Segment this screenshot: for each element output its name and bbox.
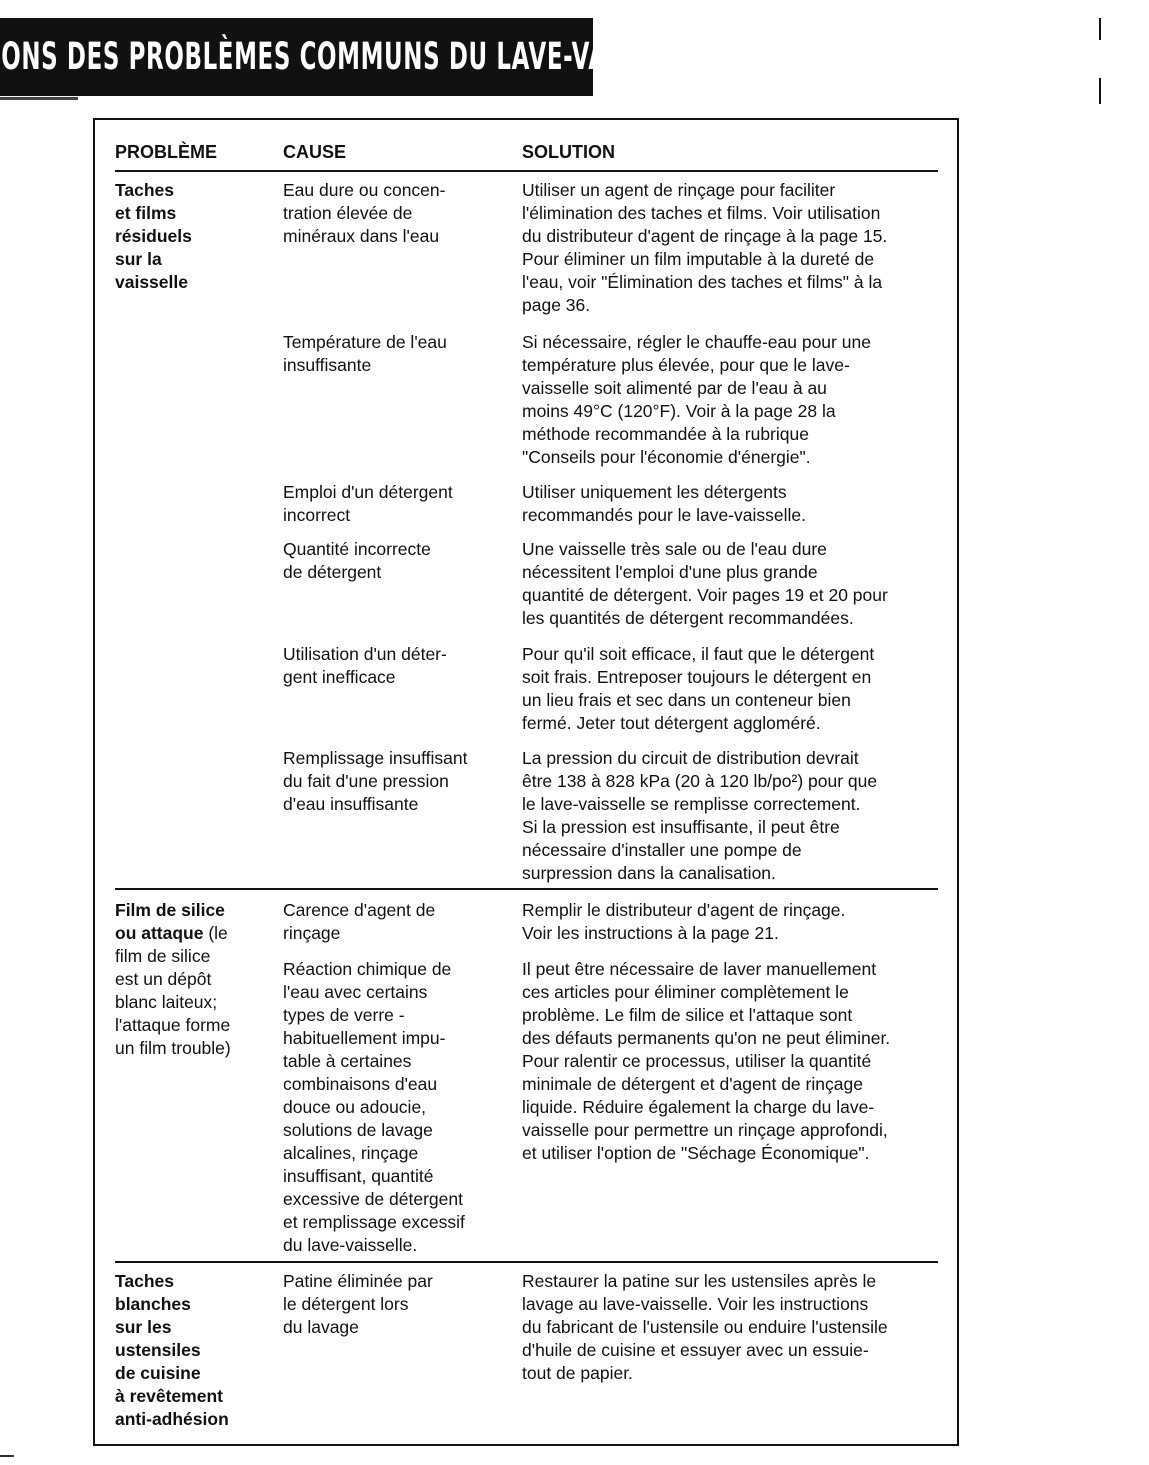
page-title: ONS DES PROBLÈMES COMMUNS DU LAVE-VAISSELLE — [1, 35, 713, 78]
cause-patina-removed: Patine éliminée par le détergent lors du lavage — [283, 1271, 433, 1337]
page-title-banner — [0, 18, 713, 96]
problem-label-spots-films: Taches et films résiduels sur la vaisselle — [115, 180, 192, 292]
header-solution: SOLUTION — [522, 142, 615, 162]
cause-ineffective-detergent: Utilisation d'un déter- gent inefficace — [283, 644, 447, 687]
solution-low-pressure: La pression du circuit de distribution devrait être 138 à 828 kPa (20 à 120 lb/po²) pour que le lave-vaisselle se remplisse correctement. Si la pression est insuffisante, il peut être nécessaire d'installer une pompe de surpression dans la canalisation. — [522, 748, 878, 883]
cause-low-pressure: Remplissage insuffisant du fait d'une pression d'eau insuffisante — [283, 748, 468, 814]
problem-label-silica-bold: Film de silice ou attaque — [115, 900, 225, 943]
row-rule-1 — [115, 888, 938, 890]
problem-label-silica-note: (le film de silice est un dépôt blanc laiteux; l'attaque forme un film trouble) — [115, 923, 231, 1058]
cause-wrong-detergent: Emploi d'un détergent incorrect — [283, 482, 453, 525]
cause-chemical-reaction: Réaction chimique de l'eau avec certains types de verre - habituellement impu- table à certaines combinaisons d'eau douce ou adoucie, solutions de lavage alcalines, rinçage insuffisant, quantité excessive de détergent et remplissage excessif du lave-vaisselle. — [283, 959, 465, 1255]
solution-hard-water: Utiliser un agent de rinçage pour faciliter l'élimination des taches et films. Voir utilisation du distributeur d'agent de rinçage à la page 15. Pour éliminer un film imputable à la dureté de l'eau, voir "Élimination des taches et films" à la page 36. — [522, 180, 888, 315]
header-probleme: PROBLÈME — [115, 142, 218, 162]
solution-rinse-agent-lack: Remplir le distributeur d'agent de rinçage. Voir les instructions à la page 21. — [522, 900, 846, 943]
solution-patina-removed: Restaurer la patine sur les ustensiles après le lavage au lave-vaisselle. Voir les instructions du fabricant de l'ustensile ou enduire l'ustensile d'huile de cuisine et essuyer avec un essuie- tout de papier. — [522, 1271, 888, 1383]
troubleshooting-table — [93, 118, 959, 1446]
cause-detergent-quantity: Quantité incorrecte de détergent — [283, 539, 431, 582]
solution-wrong-detergent: Utiliser uniquement les détergents recommandés pour le lave-vaisselle. — [522, 482, 807, 525]
solution-water-temperature: Si nécessaire, régler le chauffe-eau pour une température plus élevée, pour que le lave- vaisselle soit alimenté par de l'eau à au moins 49°C (120°F). Voir à la page 28 la méthode recommandée à la rubrique "Conseils pour l'économie d'énergie". — [522, 332, 871, 467]
header-cause: CAUSE — [283, 142, 347, 162]
cause-rinse-agent-lack: Carence d'agent de rinçage — [283, 900, 436, 943]
problem-label-white-spots: Taches blanches sur les ustensiles de cuisine à revêtement anti-adhésion — [115, 1271, 229, 1429]
edge-mark-top — [1099, 18, 1101, 40]
solution-ineffective-detergent: Pour qu'il soit efficace, il faut que le détergent soit frais. Entreposer toujours le détergent en un lieu frais et sec dans un conteneur bien fermé. Jeter tout détergent aggloméré. — [522, 644, 875, 733]
title-underline — [0, 97, 78, 100]
solution-detergent-quantity: Une vaisselle très sale ou de l'eau dure nécessitent l'emploi d'une plus grande quantité de détergent. Voir pages 19 et 20 pour les quantités de détergent recommandées. — [522, 539, 888, 628]
edge-mark-bottom — [1099, 78, 1101, 104]
cause-water-temperature: Température de l'eau insuffisante — [283, 332, 447, 375]
problem-label-silica-film — [115, 899, 231, 1060]
corner-mark — [0, 1455, 14, 1457]
cause-hard-water: Eau dure ou concen- tration élevée de minéraux dans l'eau — [283, 180, 446, 246]
row-rule-2 — [115, 1261, 938, 1263]
header-rule — [115, 170, 938, 172]
solution-chemical-reaction: Il peut être nécessaire de laver manuellement ces articles pour éliminer complètement le problème. Le film de silice et l'attaque sont des défauts permanents qu'on ne peut éliminer. Pour ralentir ce processus, utiliser la quantité minimale de détergent et d'agent de rinçage liquide. Réduire également la charge du lave- vaisselle pour permettre un rinçage approfondi, et utiliser l'option de "Séchage Économique". — [522, 959, 891, 1163]
